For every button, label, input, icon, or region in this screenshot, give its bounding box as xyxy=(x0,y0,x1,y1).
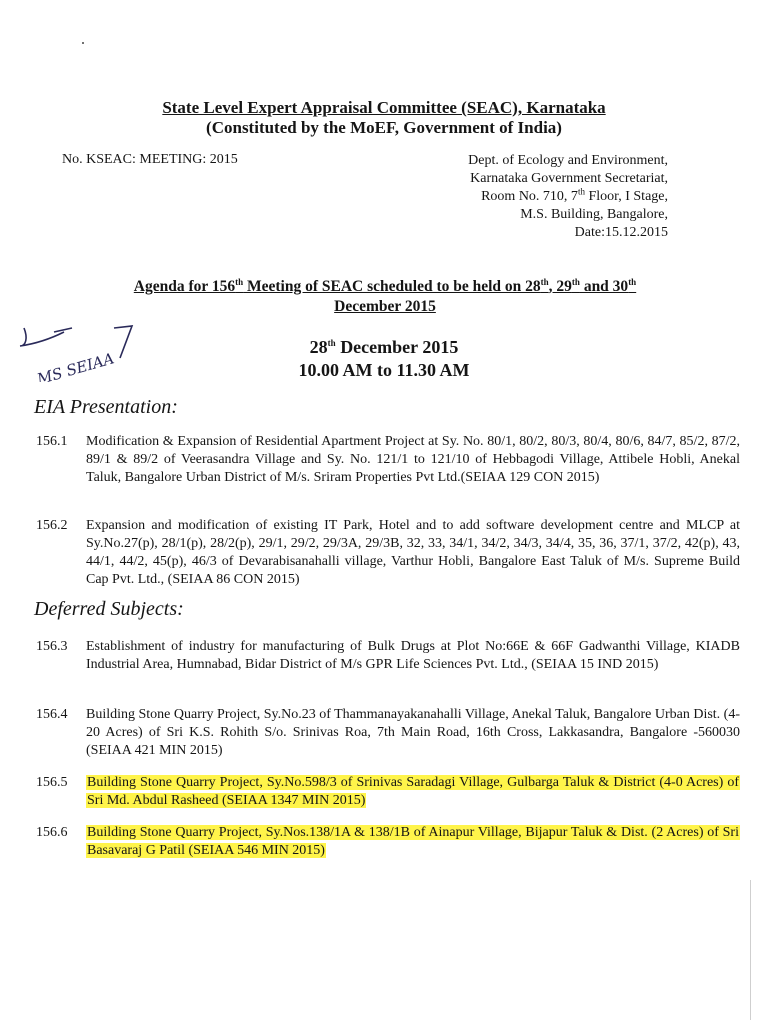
document-date: Date:15.12.2015 xyxy=(574,225,668,240)
item-description: Building Stone Quarry Project, Sy.No.23 of Thammanayakanahalli Village, Anekal Taluk, Bangalore Urban Dist. (4-20 Acres) of Sri K.S. Rohith S/o. Srinivas Roa, 7th Main Road, 16th Cross, Lakkasandra, Bangalore -560030 (SEIAA 421 MIN 2015) xyxy=(86,707,740,758)
item-description xyxy=(86,774,740,810)
address-floor: Floor, I Stage, xyxy=(584,189,668,204)
agenda-heading-line-1 xyxy=(60,277,710,297)
agenda-text-c: , 29 xyxy=(548,278,572,295)
section-deferred-subjects: Deferred Subjects: xyxy=(34,598,184,620)
item-number: 156.5 xyxy=(36,775,68,790)
item-number: 156.3 xyxy=(36,639,68,654)
document-subtitle: (Constituted by the MoEF, Government of India) xyxy=(206,118,562,137)
item-description: Modification & Expansion of Residential Apartment Project at Sy. No. 80/1, 80/2, 80/3, 80/4, 80/6, 84/7, 85/2, 87/2, 89/1 & 89/2 of Veerasandra Village and Sy. No. 121/1 to 121/10 of Hebbagodi Village, Attibele Hobli, Anekal Taluk, Bangalore Urban District of M/s. Sriram Properties Pvt Ltd.(SEIAA 129 CON 2015) xyxy=(86,434,740,485)
address-line-2: Karnataka Government Secretariat, xyxy=(470,171,668,186)
item-number: 156.1 xyxy=(36,434,68,449)
agenda-heading xyxy=(60,277,710,317)
agenda-heading-line-2: December 2015 xyxy=(334,298,436,315)
item-description xyxy=(86,824,740,860)
highlighted-text: Building Stone Quarry Project, Sy.Nos.138/1A & 138/1B of Ainapur Village, Bijapur Taluk & Dist. (2 Acres) of Sri Basavaraj G Patil (SEIAA 546 MIN 2015) xyxy=(87,825,739,858)
agenda-sup-d: th xyxy=(628,276,637,287)
agenda-text-b: Meeting of SEAC scheduled to be held on 28 xyxy=(243,278,541,295)
item-number: 156.4 xyxy=(36,707,68,722)
item-description: Establishment of industry for manufacturing of Bulk Drugs at Plot No:66E & 66F Gadwanthi Village, KIADB Industrial Area, Humnabad, Bidar District of M/s GPR Life Sciences Pvt. Ltd., (SEIAA 15 IND 2015) xyxy=(86,639,740,672)
address-line-1: Dept. of Ecology and Environment, xyxy=(468,153,668,168)
scan-speck xyxy=(82,42,84,44)
committee-name: State Level Expert Appraisal Committee (SEAC), Karnataka xyxy=(162,98,606,117)
reference-number: No. KSEAC: MEETING: 2015 xyxy=(62,152,238,167)
handwritten-note: MS SEIAA xyxy=(34,349,117,382)
agenda-sup-c: th xyxy=(571,276,580,287)
agenda-sup-b: th xyxy=(540,276,549,287)
document-title xyxy=(0,97,768,118)
agenda-text-d: and 30 xyxy=(579,278,629,295)
agenda-text-a: Agenda for 156 xyxy=(133,278,236,295)
meeting-date xyxy=(0,336,768,358)
address-line-3 xyxy=(420,188,668,206)
office-address xyxy=(420,152,668,242)
address-floor-sup: th xyxy=(577,186,585,197)
address-line-4: M.S. Building, Bangalore, xyxy=(520,207,668,222)
highlighted-text: Building Stone Quarry Project, Sy.No.598/3 of Srinivas Saradagi Village, Gulbarga Taluk & District (4-0 Acres) of Sri Md. Abdul Rasheed (SEIAA 1347 MIN 2015) xyxy=(87,775,739,808)
item-number: 156.2 xyxy=(36,518,68,533)
item-description: Expansion and modification of existing IT Park, Hotel and to add software development centre and MLCP at Sy.No.27(p), 28/1(p), 28/2(p), 29/1, 29/2, 29/3A, 29/3B, 32, 33, 34/1, 34/2, 34/3, 34/4, 35, 36, 37/1, 37/2, 42(p), 43, 44/1, 44/2, 45(p), 46/3 of Devarabisanahalli village, Varthur Hobli, Bangalore East Taluk of M/s. Supreme Build Cap Pvt. Ltd., (SEIAA 86 CON 2015) xyxy=(86,518,740,587)
section-eia-presentation: EIA Presentation: xyxy=(34,396,178,418)
meeting-day: 28 xyxy=(309,337,328,357)
meeting-month-year: December 2015 xyxy=(335,337,459,357)
scan-edge-line xyxy=(750,880,751,1020)
meeting-day-sup: th xyxy=(327,338,336,348)
address-room: Room No. 710, 7 xyxy=(481,189,578,204)
meeting-time: 10.00 AM to 11.30 AM xyxy=(298,360,470,380)
agenda-sup-a: th xyxy=(235,276,244,287)
item-number: 156.6 xyxy=(36,825,68,840)
